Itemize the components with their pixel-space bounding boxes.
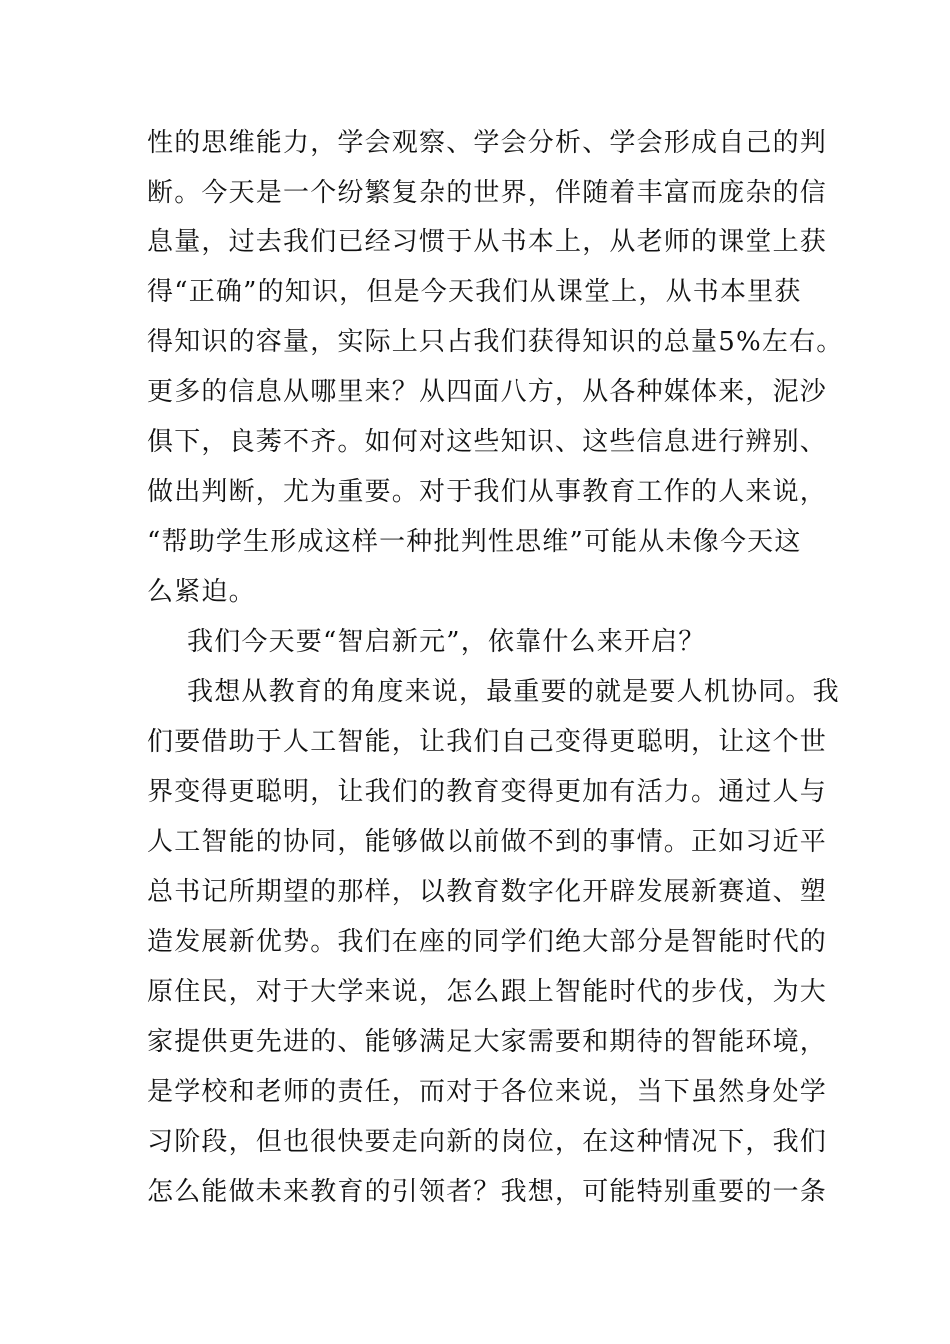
text-line: 性的思维能力，学会观察、学会分析、学会形成自己的判 bbox=[147, 128, 828, 158]
text-line: “帮助学生形成这样一种批判性思维”可能从未像今天这 bbox=[147, 527, 802, 557]
text-line: 俱下，良莠不齐。如何对这些知识、这些信息进行辨别、 bbox=[147, 427, 828, 457]
text-line: 么紧迫。 bbox=[147, 577, 256, 607]
text-line: 得“正确”的知识，但是今天我们从课堂上，从书本里获 bbox=[147, 277, 802, 307]
text-line: 造发展新优势。我们在座的同学们绝大部分是智能时代的 bbox=[147, 927, 828, 957]
text-line: 息量，过去我们已经习惯于从书本上，从老师的课堂上获 bbox=[147, 227, 828, 257]
text-line: 得知识的容量，实际上只占我们获得知识的总量5%左右。 bbox=[147, 327, 844, 357]
text-line: 断。今天是一个纷繁复杂的世界，伴随着丰富而庞杂的信 bbox=[147, 178, 828, 208]
text-line: 习阶段，但也很快要走向新的岗位，在这种情况下，我们 bbox=[147, 1127, 828, 1157]
paragraph-heading-line: 我们今天要“智启新元”，依靠什么来开启？ bbox=[187, 627, 706, 657]
text-line: 界变得更聪明，让我们的教育变得更加有活力。通过人与 bbox=[147, 777, 828, 807]
text-line: 原住民，对于大学来说，怎么跟上智能时代的步伐，为大 bbox=[147, 977, 828, 1007]
text-line: 是学校和老师的责任，而对于各位来说，当下虽然身处学 bbox=[147, 1077, 828, 1107]
text-line: 更多的信息从哪里来？从四面八方，从各种媒体来，泥沙 bbox=[147, 377, 828, 407]
text-line: 总书记所期望的那样，以教育数字化开辟发展新赛道、塑 bbox=[147, 877, 828, 907]
text-line: 家提供更先进的、能够满足大家需要和期待的智能环境， bbox=[147, 1027, 828, 1057]
text-line: 怎么能做未来教育的引领者？我想，可能特别重要的一条 bbox=[147, 1177, 828, 1207]
text-line: 做出判断，尤为重要。对于我们从事教育工作的人来说， bbox=[147, 477, 828, 507]
text-line: 人工智能的协同，能够做以前做不到的事情。正如习近平 bbox=[147, 827, 828, 857]
text-line: 我想从教育的角度来说，最重要的就是要人机协同。我 bbox=[187, 677, 840, 707]
text-line: 们要借助于人工智能，让我们自己变得更聪明，让这个世 bbox=[147, 727, 828, 757]
